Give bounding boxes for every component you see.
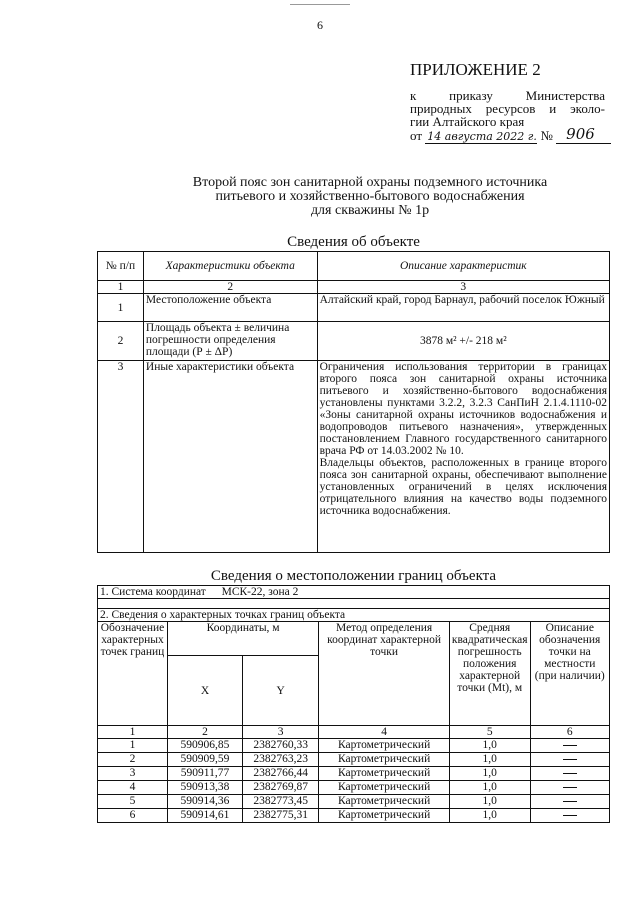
y-coordinate: 2382775,31: [243, 809, 319, 823]
characteristic-cell: Иные характеристики объекта: [143, 361, 317, 553]
point-description-cell: [530, 781, 609, 795]
point-number: 3: [98, 767, 168, 781]
accuracy-cell: 1,0: [449, 781, 530, 795]
location-info-heading: Сведения о местоположении границ объекта: [210, 568, 497, 584]
table-row: [98, 739, 610, 753]
description-cell: 3878 м² +/- 218 м²: [317, 322, 609, 361]
row-number: 2: [98, 322, 144, 361]
accuracy-cell: 1,0: [449, 753, 530, 767]
spacer-row: [98, 599, 610, 609]
x-coordinate: 590914,36: [167, 795, 242, 809]
description-cell: [317, 361, 609, 553]
table-row: [98, 795, 610, 809]
section-row: [98, 609, 610, 622]
x-coordinate: 590911,77: [167, 767, 242, 781]
accuracy-cell: 1,0: [449, 739, 530, 753]
col-number-header: № п/п: [98, 252, 144, 281]
x-header: X: [167, 656, 242, 726]
dash-mark: [563, 787, 577, 788]
index-cell: 1: [98, 726, 168, 739]
designation-header: Обозначение характерных точек границ: [98, 622, 168, 726]
index-cell: 2: [143, 281, 317, 294]
point-number: 5: [98, 795, 168, 809]
handwritten-number: 906: [566, 125, 595, 143]
description-header: Описание обозначения точки на местности (при наличии): [530, 622, 609, 726]
point-description-cell: [530, 739, 609, 753]
object-info-table: [97, 251, 610, 553]
y-coordinate: 2382773,45: [243, 795, 319, 809]
handwritten-date: 14 августа 2022 г.: [427, 130, 537, 143]
method-cell: Картометрический: [319, 739, 450, 753]
table-row: [98, 322, 610, 361]
dash-mark: [563, 773, 577, 774]
accuracy-cell: 1,0: [449, 809, 530, 823]
table-row: [98, 361, 610, 553]
order-reference: [410, 89, 605, 128]
table-row: [98, 781, 610, 795]
boundary-points-table: [97, 585, 610, 823]
index-cell: 1: [98, 281, 144, 294]
index-cell: 4: [319, 726, 450, 739]
method-cell: Картометрический: [319, 795, 450, 809]
dash-mark: [563, 801, 577, 802]
order-line: природных ресурсов и эколо-: [410, 101, 605, 116]
title-line: для скважины № 1р: [310, 203, 430, 218]
number-field: [556, 125, 611, 144]
order-date-line: [410, 125, 611, 144]
characteristic-cell: Площадь объекта ± величина погрешности определения площади (Р ± ΔР): [143, 322, 317, 361]
method-cell: Картометрический: [319, 753, 450, 767]
description-cell: Алтайский край, город Барнаул, рабочий поселок Южный: [317, 294, 609, 322]
index-cell: 3: [243, 726, 319, 739]
col-characteristics-header: Характеристики объекта: [143, 252, 317, 281]
index-cell: 6: [530, 726, 609, 739]
page-number: 6: [317, 18, 323, 32]
order-line: к приказу Министерства: [410, 88, 605, 103]
point-description-cell: [530, 795, 609, 809]
y-coordinate: 2382763,23: [243, 753, 319, 767]
dash-mark: [563, 759, 577, 760]
table-row: [98, 809, 610, 823]
y-coordinate: 2382766,44: [243, 767, 319, 781]
header-row: [98, 622, 610, 656]
description-paragraph: Владельцы объектов, расположенных в границе второго пояса зон санитарной охраны, обеспечивают выполнение установленных ограничений в целях исключения отрицательного влияния на качество воды подземного источника водоснабжения.: [319, 457, 607, 517]
coord-system-value: МСК-22, зона 2: [221, 586, 299, 598]
point-number: 1: [98, 739, 168, 753]
x-coordinate: 590913,38: [167, 781, 242, 795]
row-number: 3: [98, 361, 144, 553]
method-header: Метод определения координат характерной точки: [319, 622, 450, 726]
accuracy-cell: 1,0: [449, 767, 530, 781]
x-coordinate: 590914,61: [167, 809, 242, 823]
table-row: [98, 767, 610, 781]
index-cell: 5: [449, 726, 530, 739]
number-prefix: №: [540, 128, 553, 143]
section-cell: 2. Сведения о характерных точках границ объекта: [98, 609, 610, 622]
date-prefix: от: [410, 128, 423, 143]
col-description-header: Описание характеристик: [317, 252, 609, 281]
order-line: гии Алтайского края: [410, 114, 525, 129]
table-row: [98, 294, 610, 322]
document-title: [0, 176, 640, 218]
x-coordinate: 590909,59: [167, 753, 242, 767]
y-coordinate: 2382769,87: [243, 781, 319, 795]
point-number: 4: [98, 781, 168, 795]
coordinates-header: Координаты, м: [167, 622, 318, 656]
method-cell: Картометрический: [319, 781, 450, 795]
coord-system-label: 1. Система координат: [100, 586, 206, 598]
accuracy-header: Средняя квадратическая погрешность положения характерной точки (Mt), м: [449, 622, 530, 726]
description-paragraph: Ограничения использования территории в границах второго пояса зон санитарной охраны источника питьевого и хозяйственно-бытового водоснабжения установлены пунктами 3.2.2, 3.2.3 СанПиН 2.1.4.1110-02 «Зоны санитарной охраны источников водоснабжения и водопроводов питьевого назначения», утвержденных постановлением Главного государственного санитарного врача РФ от 14.03.2002 № 10.: [319, 361, 607, 457]
point-description-cell: [530, 753, 609, 767]
coord-system-cell: [98, 586, 610, 599]
point-description-cell: [530, 767, 609, 781]
index-cell: 2: [167, 726, 242, 739]
table-row: [98, 753, 610, 767]
top-rule: [290, 4, 350, 5]
method-cell: Картометрический: [319, 767, 450, 781]
method-cell: Картометрический: [319, 809, 450, 823]
table-index-row: [98, 281, 610, 294]
point-number: 6: [98, 809, 168, 823]
characteristic-cell: Местоположение объекта: [143, 294, 317, 322]
y-coordinate: 2382760,33: [243, 739, 319, 753]
index-cell: 3: [317, 281, 609, 294]
appendix-title: ПРИЛОЖЕНИЕ 2: [410, 60, 541, 79]
title-line: питьевого и хозяйственно-бытового водоснабжения: [215, 189, 525, 204]
y-header: Y: [243, 656, 319, 726]
point-description-cell: [530, 809, 609, 823]
index-row: [98, 726, 610, 739]
table-header-row: [98, 252, 610, 281]
point-number: 2: [98, 753, 168, 767]
coord-system-row: [98, 586, 610, 599]
date-field: [425, 129, 537, 144]
dash-mark: [563, 815, 577, 816]
row-number: 1: [98, 294, 144, 322]
dash-mark: [563, 745, 577, 746]
accuracy-cell: 1,0: [449, 795, 530, 809]
object-info-heading: Сведения об объекте: [287, 234, 420, 250]
title-line: Второй пояс зон санитарной охраны подземного источника: [192, 175, 548, 190]
x-coordinate: 590906,85: [167, 739, 242, 753]
